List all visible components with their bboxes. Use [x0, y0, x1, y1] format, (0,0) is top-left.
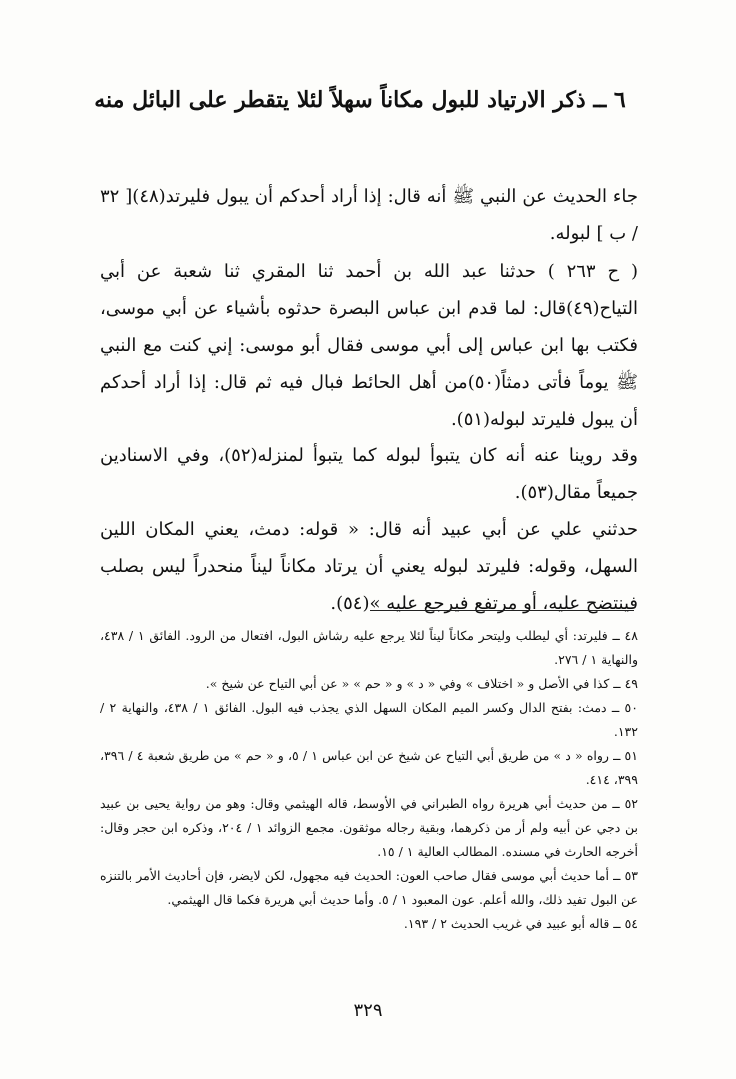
- footnote-54: ٥٤ ــ قاله أبو عبيد في غريب الحديث ٢ / ١٩٣.: [403, 916, 638, 931]
- footnote-53: ٥٣ ــ أما حديث أبي موسى فقال صاحب العون: الحديث فيه مجهول، لكن لايضر، فإن أحاديث الأمر بالتنزه عن البول تفيد ذلك، والله أعلم. عون المعبود ١ / ٥. وأما حديث أبي هريرة فكما قال الهيثمي.: [100, 868, 638, 907]
- page-number: ٣٢٩: [353, 1000, 383, 1021]
- paragraph-4: حدثني علي عن أبي عبيد أنه قال: « قوله: دمث، يعني المكان اللين السهل، وقوله: فليرتد لبوله يعني أن يرتاد مكاناً ليناً منحدراً ليس بصلب فينتضح عليه، أو مرتفع فيرجع عليه »(٥٤).: [100, 519, 638, 614]
- paragraph-3: وقد روينا عنه أنه كان يتبوأ لبوله كما يتبوأ لمنزله(٥٢)، وفي الاسنادين جميعاً مقال(٥٣).: [100, 445, 638, 503]
- footnote-49: ٤٩ ــ كذا في الأصل و « اختلاف » وفي « د » و « حم » « عن أبي التياح عن شيخ ».: [205, 676, 638, 691]
- footnotes: [100, 624, 638, 936]
- footnote-48: ٤٨ ــ فليرتد: أي ليطلب وليتحر مكاناً ليناً لئلا يرجع عليه رشاش البول، افتعال من الرود. الفائق ١ / ٤٣٨، والنهاية ١ / ٢٧٦.: [100, 628, 638, 667]
- paragraph-2: ( ح ٢٦٣ ) حدثنا عبد الله بن أحمد ثنا المقري ثنا شعبة عن أبي التياح(٤٩)قال: لما قدم ابن عباس البصرة حدثوه بأشياء عن أبي موسى، فكتب بها ابن عباس إلى أبي موسى فقال أبو موسى: إني كنت مع النبي ﷺ يوماً فأتى دمثاً(٥٠)من أهل الحائط فبال فيه ثم قال: إذا أراد أحدكم أن يبول فليرتد لبوله(٥١).: [100, 261, 638, 430]
- paragraph-1: جاء الحديث عن النبي ﷺ أنه قال: إذا أراد أحدكم أن يبول فليرتد(٤٨)[ ٣٢ / ب ] لبوله.: [100, 186, 638, 244]
- footnote-52: ٥٢ ــ من حديث أبي هريرة رواه الطبراني في الأوسط، قاله الهيثمي وقال: وهو من رواية يحيى بن عبيد بن دجي عن أبيه ولم أر من ذكرهما، وبقية رجاله موثقون. مجمع الزوائد ١ / ٢٠٤، وذكره ابن حجر وقال: أخرجه الحارث في مسنده. المطالب العالية ١ / ١٥.: [100, 796, 638, 859]
- section-heading: ٦ ــ ذكر الارتياد للبول مكاناً سهلاً لئلا يتقطر على البائل منه: [94, 87, 626, 113]
- footnote-51: ٥١ ــ رواه « د » من طريق أبي التياح عن شيخ عن ابن عباس ١ / ٥، و « حم » من طريق شعبة ٤ / ٣٩٦، ٣٩٩، ٤١٤.: [100, 748, 638, 787]
- footnote-50: ٥٠ ــ دمث: بفتح الدال وكسر الميم المكان السهل الذي يجذب فيه البول. الفائق ١ / ٤٣٨، والنهاية ٢ / ١٣٢.: [100, 700, 638, 739]
- footnote-separator: [370, 610, 634, 611]
